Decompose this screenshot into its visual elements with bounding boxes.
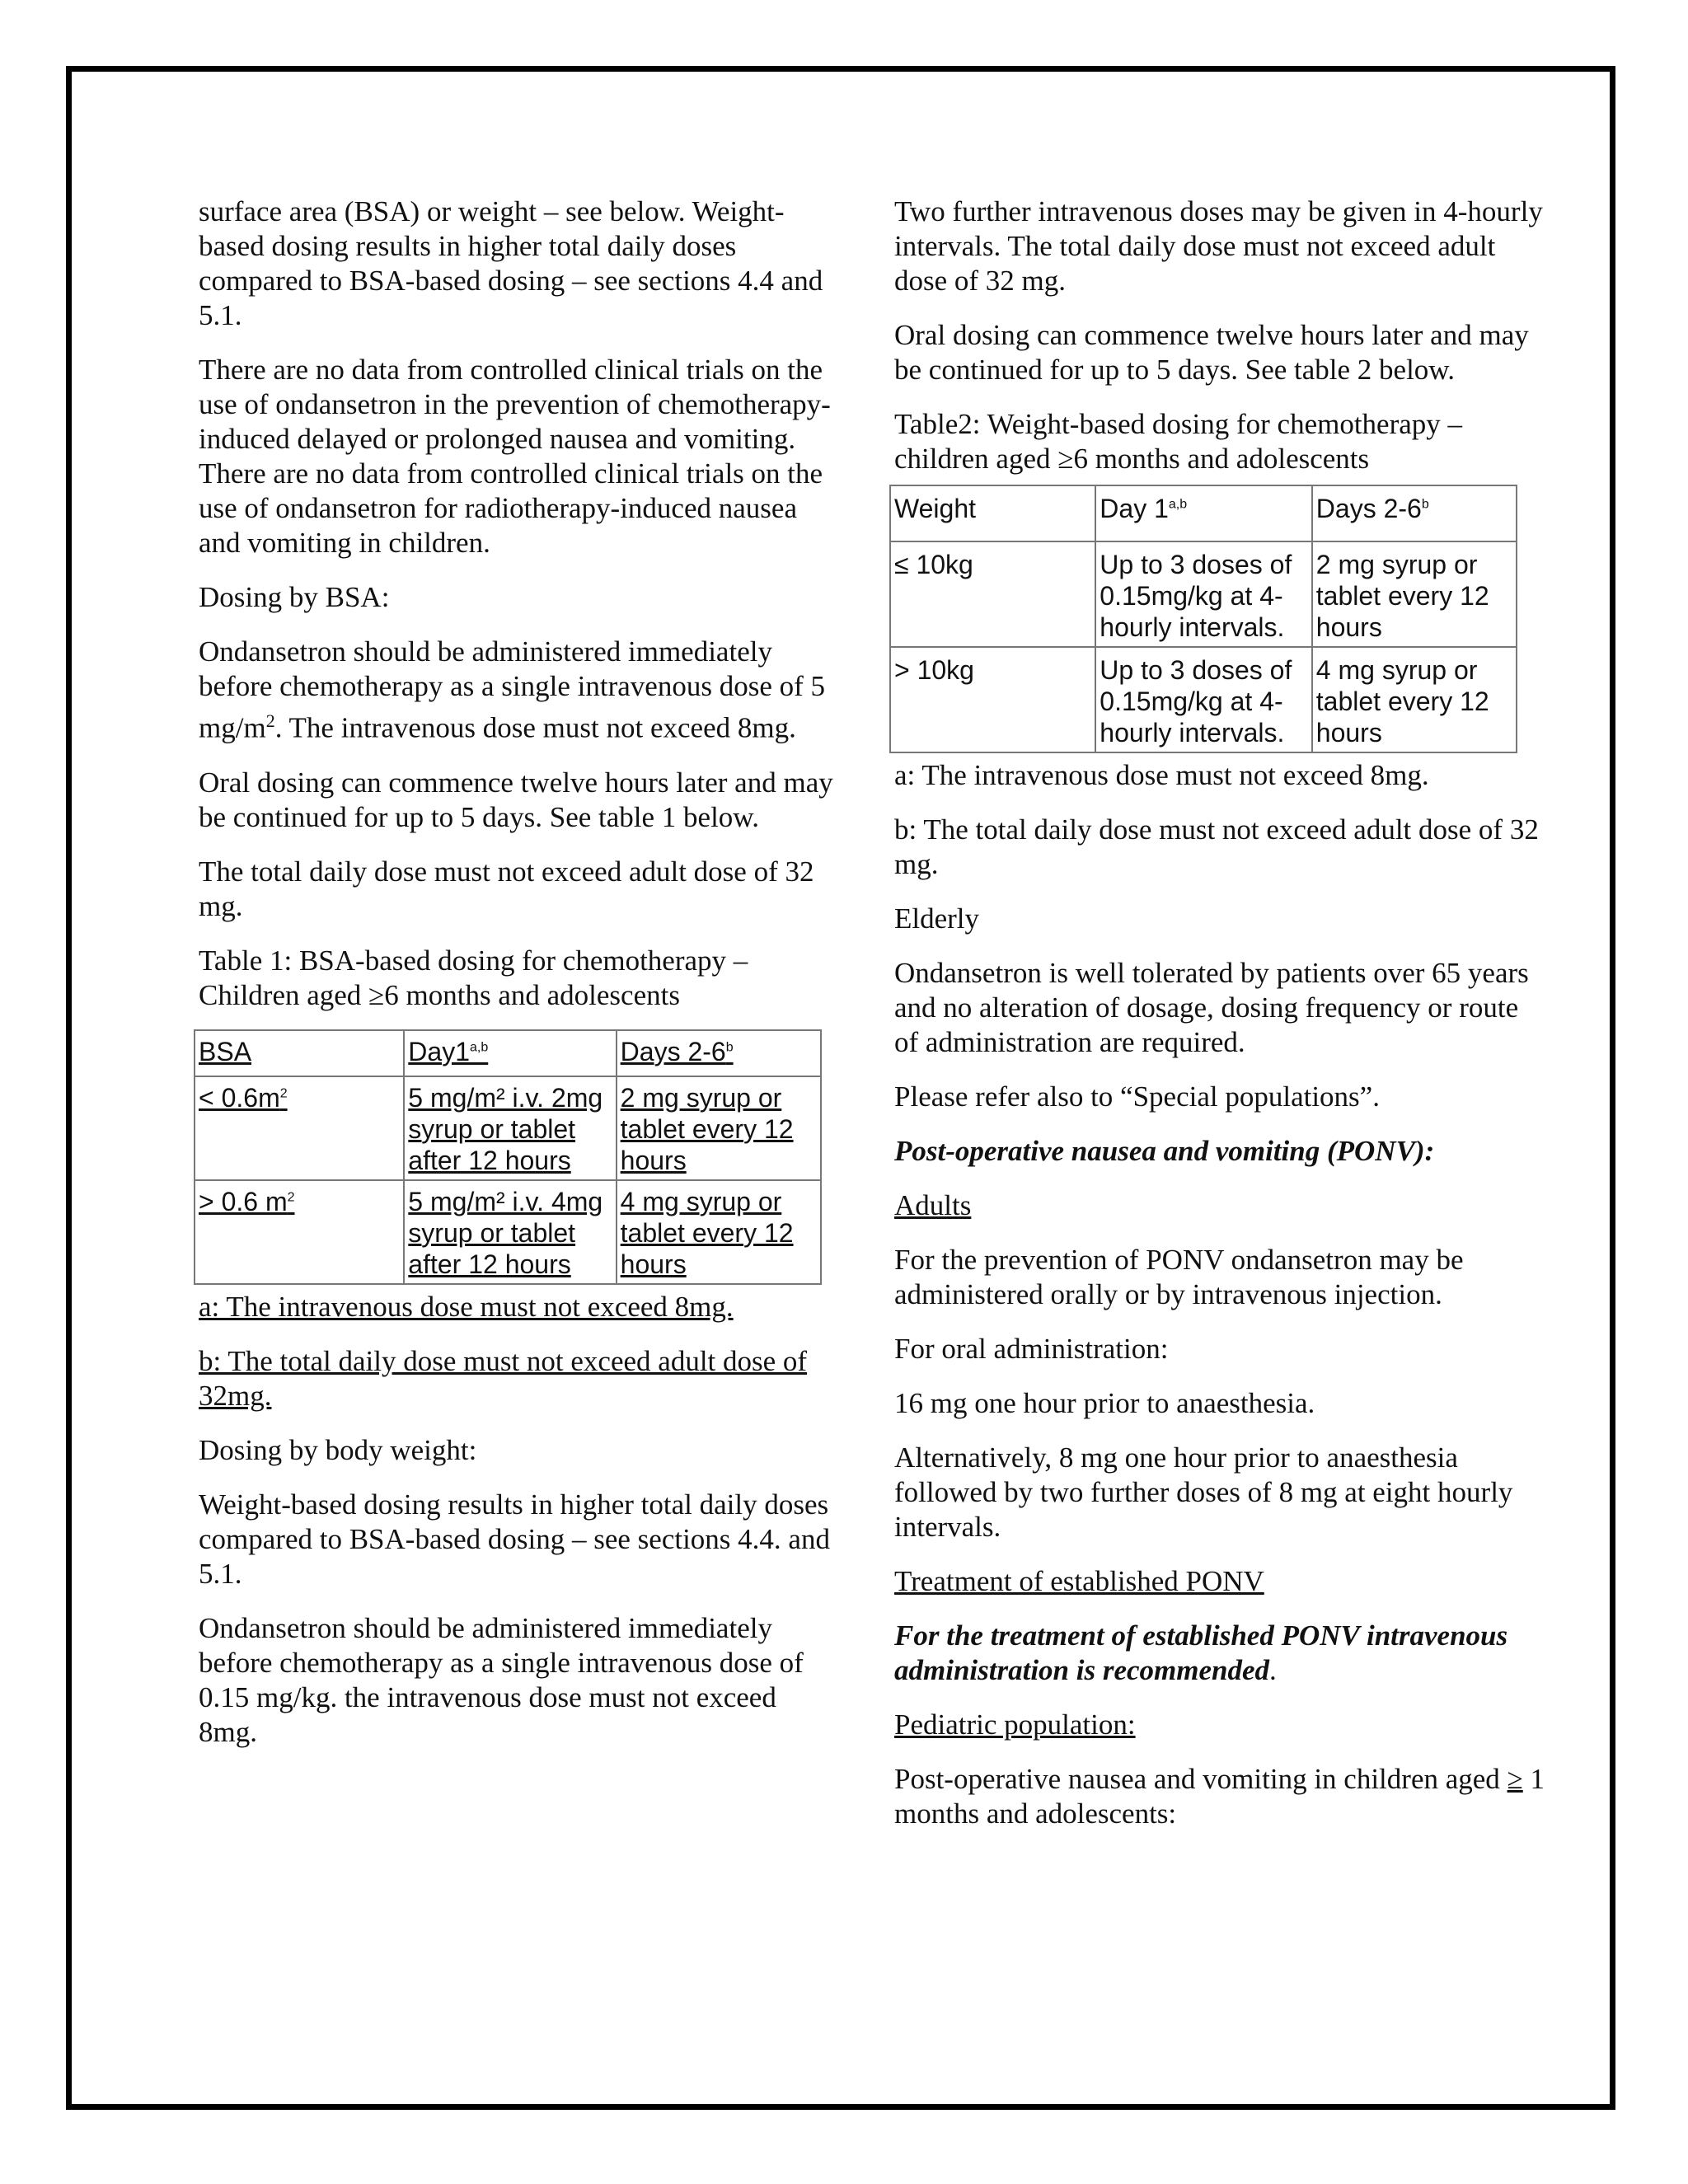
table-row bbox=[195, 1180, 821, 1284]
paragraph-oral-dosing: Oral dosing can commence twelve hours later and may be continued for up to 5 days. See table 1 below. bbox=[199, 766, 833, 833]
table-row bbox=[890, 647, 1517, 752]
table2-note-b: b: The total daily dose must not exceed adult dose of 32 mg. bbox=[894, 813, 1539, 880]
left-column bbox=[199, 194, 833, 1769]
paragraph-oral-dosing-2: Oral dosing can commence twelve hours later and may be continued for up to 5 days. See table 2 below. bbox=[894, 319, 1529, 386]
paragraph-bsa-iv-dose: Ondansetron should be administered immediately before chemotherapy as a single intravenous dose of 5 $mg/m^2$. The intravenous dose must not exceed 8mg. bbox=[199, 635, 826, 744]
table-header-cell: Weight bbox=[890, 485, 1095, 541]
heading-oral-administration: For oral administration: bbox=[894, 1333, 1169, 1365]
paragraph-prevention-ponv: For the prevention of PONV ondansetron may be administered orally or by intravenous injection. bbox=[894, 1244, 1464, 1310]
heading-elderly: Elderly bbox=[894, 902, 980, 935]
table-header-row bbox=[195, 1030, 821, 1076]
paragraph-bsa-weight-intro: surface area (BSA) or weight – see below. Weight-based dosing results in higher total daily doses compared to BSA-based dosing – see sections 4.4 and 5.1. bbox=[199, 195, 823, 331]
table-bsa-dosing bbox=[194, 1029, 822, 1285]
paragraph-pediatric-ponv: Post-operative nausea and vomiting in children aged ≥ 1 months and adolescents: bbox=[894, 1763, 1545, 1830]
paragraph-further-iv-doses: Two further intravenous doses may be given in 4-hourly intervals. The total daily dose must not exceed adult dose of 32 mg. bbox=[894, 195, 1543, 297]
table2-caption: Table2: Weight-based dosing for chemotherapy – children aged ≥6 months and adolescents bbox=[894, 408, 1463, 475]
paragraph-16mg: 16 mg one hour prior to anaesthesia. bbox=[894, 1387, 1315, 1419]
table-row bbox=[195, 1076, 821, 1180]
table-cell: Up to 3 doses of 0.15mg/kg at 4-hourly intervals. bbox=[1095, 647, 1311, 752]
heading-dosing-by-bsa: Dosing by BSA: bbox=[199, 581, 390, 613]
table1-note-b: b: The total daily dose must not exceed adult dose of 32mg. bbox=[199, 1344, 808, 1412]
table-cell: 4 mg syrup or tablet every 12 hours bbox=[617, 1180, 821, 1284]
paragraph-iv-recommended: For the treatment of established PONV intravenous administration is recommended. bbox=[894, 1619, 1508, 1686]
heading-adults: Adults bbox=[894, 1189, 972, 1221]
table-cell: > 0.6 $m^2$ bbox=[195, 1180, 404, 1284]
paragraph-special-populations: Please refer also to “Special populations”. bbox=[894, 1080, 1380, 1113]
table-cell: 2 mg syrup or tablet every 12 hours bbox=[617, 1076, 821, 1180]
paragraph-total-daily-dose: The total daily dose must not exceed adult dose of 32 mg. bbox=[199, 855, 814, 922]
table-header-row bbox=[890, 485, 1517, 541]
table-cell: > 10kg bbox=[890, 647, 1095, 752]
paragraph-elderly: Ondansetron is well tolerated by patients over 65 years and no alteration of dosage, dosing frequency or route of administration are required. bbox=[894, 957, 1529, 1058]
paragraph-weight-based: Weight-based dosing results in higher total daily doses compared to BSA-based dosing – see sections 4.4. and 5.1. bbox=[199, 1488, 830, 1590]
table2-note-a: a: The intravenous dose must not exceed 8mg. bbox=[894, 759, 1429, 791]
table-header-cell: Day1$^{a,b}$ bbox=[404, 1030, 616, 1076]
table-cell: 4 mg syrup or tablet every 12 hours bbox=[1312, 647, 1517, 752]
table-cell: 5 mg/m² i.v. 2mg syrup or tablet after 12 hours bbox=[404, 1076, 616, 1180]
table-header-cell: Days 2-6$^b$ bbox=[617, 1030, 821, 1076]
table-cell: 2 mg syrup or tablet every 12 hours bbox=[1312, 541, 1517, 647]
heading-ponv: Post-operative nausea and vomiting (PONV): bbox=[894, 1135, 1435, 1167]
table-cell: 5 mg/m² i.v. 4mg syrup or tablet after 12 hours bbox=[404, 1180, 616, 1284]
table-weight-dosing bbox=[889, 485, 1517, 753]
table-cell: ≤ 10kg bbox=[890, 541, 1095, 647]
table1-note-a: a: The intravenous dose must not exceed 8mg. bbox=[199, 1290, 734, 1323]
heading-treatment-established-ponv: Treatment of established PONV bbox=[894, 1565, 1264, 1597]
table1-caption: Table 1: BSA-based dosing for chemotherapy – Children aged ≥6 months and adolescents bbox=[199, 944, 748, 1011]
paragraph-no-data: There are no data from controlled clinical trials on the use of ondansetron in the prevention of chemotherapy-induced delayed or prolonged nausea and vomiting. There are no data from controlled clinical trials on the use of ondansetron for radiotherapy-induced nausea and vomiting in children. bbox=[199, 354, 831, 559]
heading-pediatric-population: Pediatric population: bbox=[894, 1708, 1136, 1741]
table-cell: Up to 3 doses of 0.15mg/kg at 4-hourly intervals. bbox=[1095, 541, 1311, 647]
table-header-cell: BSA bbox=[195, 1030, 404, 1076]
table-row bbox=[890, 541, 1517, 647]
paragraph-alternatively: Alternatively, 8 mg one hour prior to anaesthesia followed by two further doses of 8 mg at eight hourly intervals. bbox=[894, 1441, 1513, 1543]
table-cell: < $0.6m^2$ bbox=[195, 1076, 404, 1180]
table-header-cell: Days 2-6$^b$ bbox=[1312, 485, 1517, 541]
paragraph-weight-iv-dose: Ondansetron should be administered immediately before chemotherapy as a single intravenous dose of 0.15 mg/kg. the intravenous dose must not exceed 8mg. bbox=[199, 1611, 804, 1748]
heading-dosing-by-weight: Dosing by body weight: bbox=[199, 1433, 477, 1466]
right-column bbox=[894, 194, 1545, 1851]
table-header-cell: Day 1$^{a,b}$ bbox=[1095, 485, 1311, 541]
